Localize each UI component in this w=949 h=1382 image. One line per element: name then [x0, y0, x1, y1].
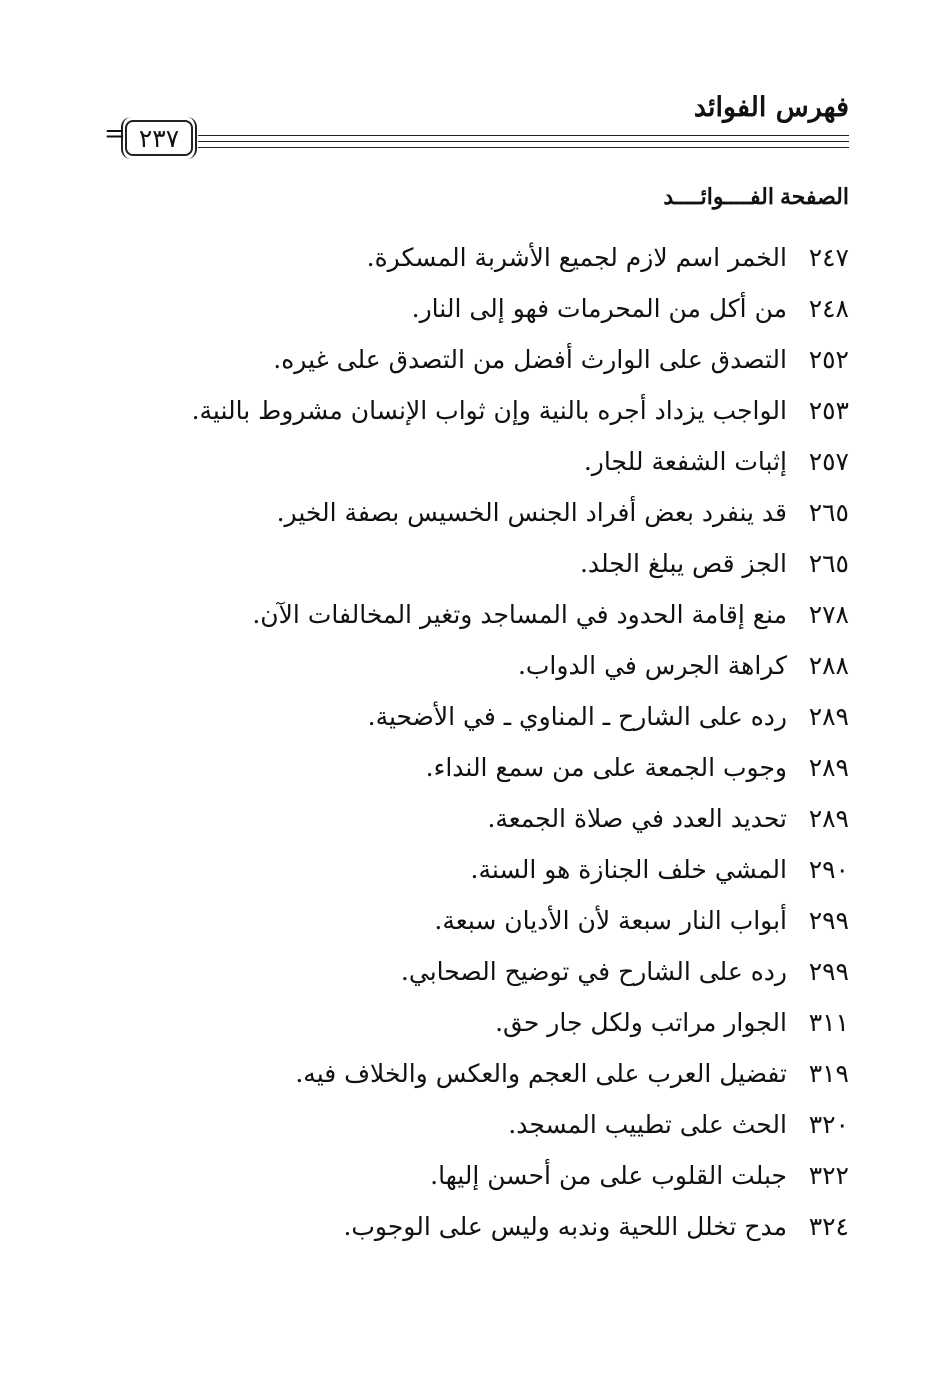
benefits-index-list: [192, 232, 849, 1252]
entry-page-number: ٢٨٩: [808, 804, 849, 833]
index-entry: [192, 538, 849, 589]
header-rule-bottom: [198, 147, 849, 148]
entry-text: التصدق على الوارث أفضل من التصدق على غيره.: [273, 345, 787, 374]
entry-text: تحديد العدد في صلاة الجمعة.: [487, 804, 787, 833]
header-rule-middle: [198, 141, 849, 142]
index-entry: [192, 334, 849, 385]
entry-text: الخمر اسم لازم لجميع الأشربة المسكرة.: [366, 243, 787, 272]
index-entry: [192, 1201, 849, 1252]
entry-text: إثبات الشفعة للجار.: [583, 447, 787, 476]
index-entry: [192, 742, 849, 793]
entry-page-number: ٢٤٨: [808, 294, 849, 323]
entry-text: الحث على تطييب المسجد.: [508, 1110, 787, 1139]
entry-text: الجز قص يبلغ الجلد.: [579, 549, 787, 578]
entry-page-number: ٢٨٩: [808, 702, 849, 731]
entry-text: أبواب النار سبعة لأن الأديان سبعة.: [434, 906, 787, 935]
index-entry: [192, 232, 849, 283]
column-headings: [663, 184, 849, 210]
entry-page-number: ٢٥٣: [808, 396, 849, 425]
entry-page-number: ٢٧٨: [808, 600, 849, 629]
entry-page-number: ٣١٩: [808, 1059, 849, 1088]
column-heading-page: الصفحة: [779, 184, 849, 210]
entry-page-number: ٣٢٤: [808, 1212, 849, 1241]
index-entry: [192, 589, 849, 640]
entry-text: جبلت القلوب على من أحسن إليها.: [430, 1161, 787, 1190]
entry-text: منع إقامة الحدود في المساجد وتغير المخالفات الآن.: [252, 600, 787, 629]
index-entry: [192, 640, 849, 691]
entry-text: رده على الشارح في توضيح الصحابي.: [400, 957, 787, 986]
entry-page-number: ٣٢٢: [808, 1161, 849, 1190]
entry-page-number: ٢٩٩: [808, 906, 849, 935]
page-number: ٢٣٧: [125, 120, 193, 156]
entry-text: الواجب يزداد أجره بالنية وإن ثواب الإنسان مشروط بالنية.: [191, 396, 787, 425]
index-entry: [192, 844, 849, 895]
index-entry: [192, 487, 849, 538]
index-entry: [192, 997, 849, 1048]
entry-text: الجوار مراتب ولكل جار حق.: [495, 1008, 787, 1037]
entry-page-number: ٢٨٩: [808, 753, 849, 782]
entry-page-number: ٣٢٠: [808, 1110, 849, 1139]
page-title: فهرس الفوائد: [693, 92, 849, 123]
page-marker: =: [104, 119, 126, 149]
index-entry: [192, 1150, 849, 1201]
entry-page-number: ٢٦٥: [808, 549, 849, 578]
entry-text: تفضيل العرب على العجم والعكس والخلاف فيه.: [295, 1059, 787, 1088]
entry-page-number: ٢٥٧: [808, 447, 849, 476]
column-heading-benefits: الفــــوائــــد: [663, 184, 774, 210]
entry-text: وجوب الجمعة على من سمع النداء.: [425, 753, 787, 782]
index-entry: [192, 793, 849, 844]
index-entry: [192, 1099, 849, 1150]
index-entry: [192, 385, 849, 436]
entry-page-number: ٢٦٥: [808, 498, 849, 527]
entry-page-number: ٣١١: [808, 1008, 849, 1037]
entry-page-number: ٢٨٨: [808, 651, 849, 680]
entry-text: مدح تخلل اللحية وندبه وليس على الوجوب.: [343, 1212, 787, 1241]
header-rule-top: [198, 135, 849, 136]
index-entry: [192, 691, 849, 742]
entry-text: المشي خلف الجنازة هو السنة.: [470, 855, 787, 884]
index-entry: [192, 895, 849, 946]
index-entry: [192, 1048, 849, 1099]
entry-page-number: ٢٥٢: [808, 345, 849, 374]
entry-page-number: ٢٩٩: [808, 957, 849, 986]
index-entry: [192, 946, 849, 997]
entry-page-number: ٢٤٧: [808, 243, 849, 272]
entry-text: من أكل من المحرمات فهو إلى النار.: [411, 294, 787, 323]
index-entry: [192, 283, 849, 334]
entry-text: رده على الشارح ـ المناوي ـ في الأضحية.: [367, 702, 787, 731]
index-entry: [192, 436, 849, 487]
entry-text: قد ينفرد بعض أفراد الجنس الخسيس بصفة الخير.: [276, 498, 787, 527]
entry-page-number: ٢٩٠: [808, 855, 849, 884]
entry-text: كراهة الجرس في الدواب.: [517, 651, 787, 680]
